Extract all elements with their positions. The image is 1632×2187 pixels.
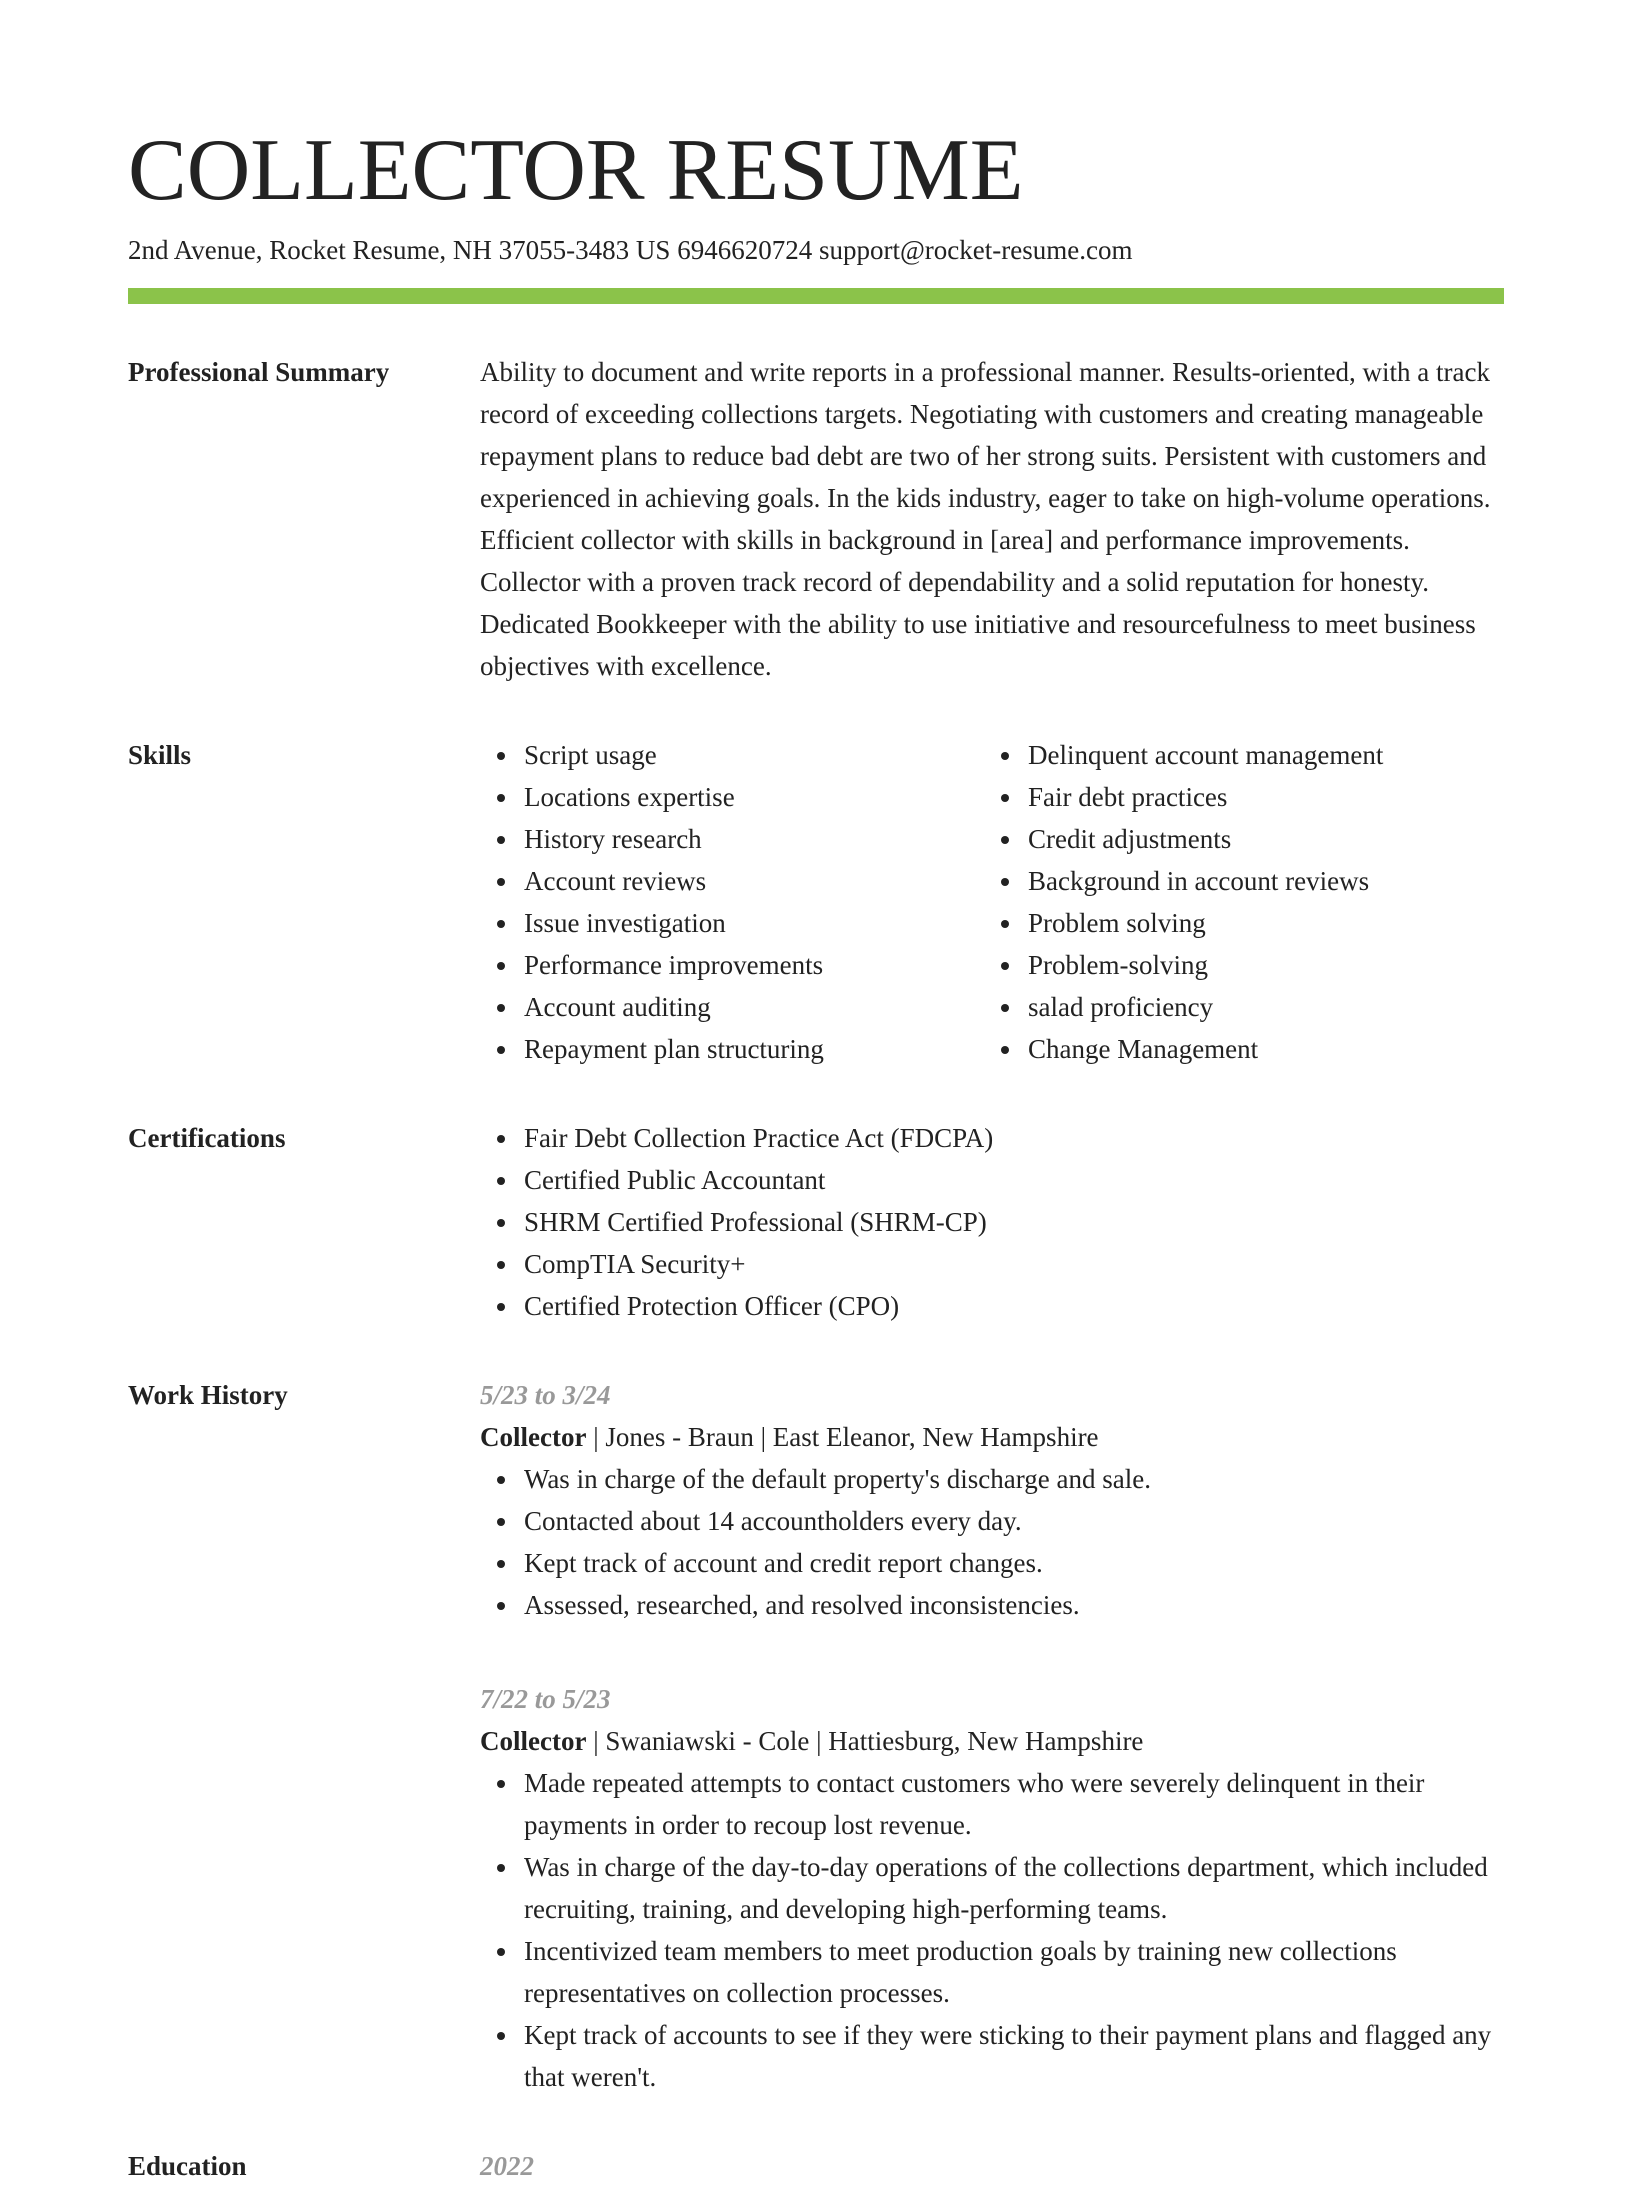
list-item: Was in charge of the default property's discharge and sale. bbox=[524, 1458, 1504, 1500]
section-label: Work History bbox=[128, 1380, 288, 1410]
section-label: Professional Summary bbox=[128, 357, 390, 387]
job-title-line bbox=[480, 1720, 1504, 1762]
certifications-section bbox=[128, 1122, 1504, 1327]
job-entry bbox=[480, 1678, 1504, 2098]
list-item: CompTIA Security+ bbox=[524, 1243, 1504, 1285]
skills-section bbox=[128, 739, 1504, 1070]
section-body bbox=[480, 1117, 1504, 1327]
list-item: Account reviews bbox=[524, 860, 984, 902]
resume-title: COLLECTOR RESUME bbox=[128, 122, 1024, 219]
list-item: Contacted about 14 accountholders every day. bbox=[524, 1500, 1504, 1542]
contact-line: 2nd Avenue, Rocket Resume, NH 37055-3483 US 6946620724 support@rocket-resume.com bbox=[128, 235, 1133, 265]
list-item: Locations expertise bbox=[524, 776, 984, 818]
section-body bbox=[480, 2145, 1504, 2187]
section-label: Certifications bbox=[128, 1123, 286, 1153]
job-role: Collector bbox=[480, 1726, 587, 1756]
list-item: Certified Public Accountant bbox=[524, 1159, 1504, 1201]
list-item: Made repeated attempts to contact customers who were severely delinquent in their payments in order to recoup lost revenue. bbox=[524, 1762, 1504, 1846]
list-item: SHRM Certified Professional (SHRM-CP) bbox=[524, 1201, 1504, 1243]
education-dates: 2022 bbox=[480, 2151, 534, 2181]
list-item: salad proficiency bbox=[1028, 986, 1488, 1028]
list-item: Certified Protection Officer (CPO) bbox=[524, 1285, 1504, 1327]
job-entry bbox=[480, 1374, 1504, 1626]
list-item: Problem-solving bbox=[1028, 944, 1488, 986]
list-item: Fair Debt Collection Practice Act (FDCPA) bbox=[524, 1117, 1504, 1159]
list-item: Account auditing bbox=[524, 986, 984, 1028]
job-dates: 7/22 to 5/23 bbox=[480, 1684, 611, 1714]
summary-text: Ability to document and write reports in a professional manner. Results-oriented, with a track record of exceeding collections targets. Negotiating with customers and creating manageable repayment plans to reduce bad debt are two of her strong suits. Persistent with customers and experienced in achieving goals. In the kids industry, eager to take on high-volume operations. Efficient collector with skills in background in [area] and performance improvements. Collector with a proven track record of dependability and a solid reputation for honesty. Dedicated Bookkeeper with the ability to use initiative and resourcefulness to meet business objectives with excellence. bbox=[480, 357, 1491, 681]
list-item: Fair debt practices bbox=[1028, 776, 1488, 818]
job-title-line bbox=[480, 1416, 1504, 1458]
section-label: Skills bbox=[128, 740, 192, 770]
list-item: Kept track of accounts to see if they were sticking to their payment plans and flagged any that weren't. bbox=[524, 2014, 1504, 2098]
job-role: Collector bbox=[480, 1422, 587, 1452]
list-item: Problem solving bbox=[1028, 902, 1488, 944]
list-item: Kept track of account and credit report changes. bbox=[524, 1542, 1504, 1584]
job-dates: 5/23 to 3/24 bbox=[480, 1380, 611, 1410]
section-body bbox=[480, 1374, 1504, 2098]
list-item: Was in charge of the day-to-day operations of the collections department, which included recruiting, training, and developing high-performing teams. bbox=[524, 1846, 1504, 1930]
education-section bbox=[128, 2150, 1504, 2187]
list-item: Repayment plan structuring bbox=[524, 1028, 984, 1070]
list-item: Assessed, researched, and resolved inconsistencies. bbox=[524, 1584, 1504, 1626]
list-item: Background in account reviews bbox=[1028, 860, 1488, 902]
resume-page bbox=[128, 0, 1504, 2187]
section-body bbox=[480, 351, 1504, 687]
skills-column-right bbox=[984, 734, 1488, 1070]
list-item: Script usage bbox=[524, 734, 984, 776]
list-item: Delinquent account management bbox=[1028, 734, 1488, 776]
list-item: Incentivized team members to meet production goals by training new collections representatives on collection processes. bbox=[524, 1930, 1504, 2014]
skills-column-left bbox=[480, 734, 984, 1070]
header-divider bbox=[128, 288, 1504, 304]
list-item: Change Management bbox=[1028, 1028, 1488, 1070]
section-label: Education bbox=[128, 2151, 247, 2181]
summary-section bbox=[128, 356, 1504, 687]
list-item: Credit adjustments bbox=[1028, 818, 1488, 860]
list-item: History research bbox=[524, 818, 984, 860]
work-history-section bbox=[128, 1379, 1504, 2098]
list-item: Issue investigation bbox=[524, 902, 984, 944]
job-details: | Jones - Braun | East Eleanor, New Hampshire bbox=[586, 1422, 1099, 1452]
job-details: | Swaniawski - Cole | Hattiesburg, New Hampshire bbox=[586, 1726, 1144, 1756]
list-item: Performance improvements bbox=[524, 944, 984, 986]
skills-columns bbox=[480, 734, 1504, 1070]
